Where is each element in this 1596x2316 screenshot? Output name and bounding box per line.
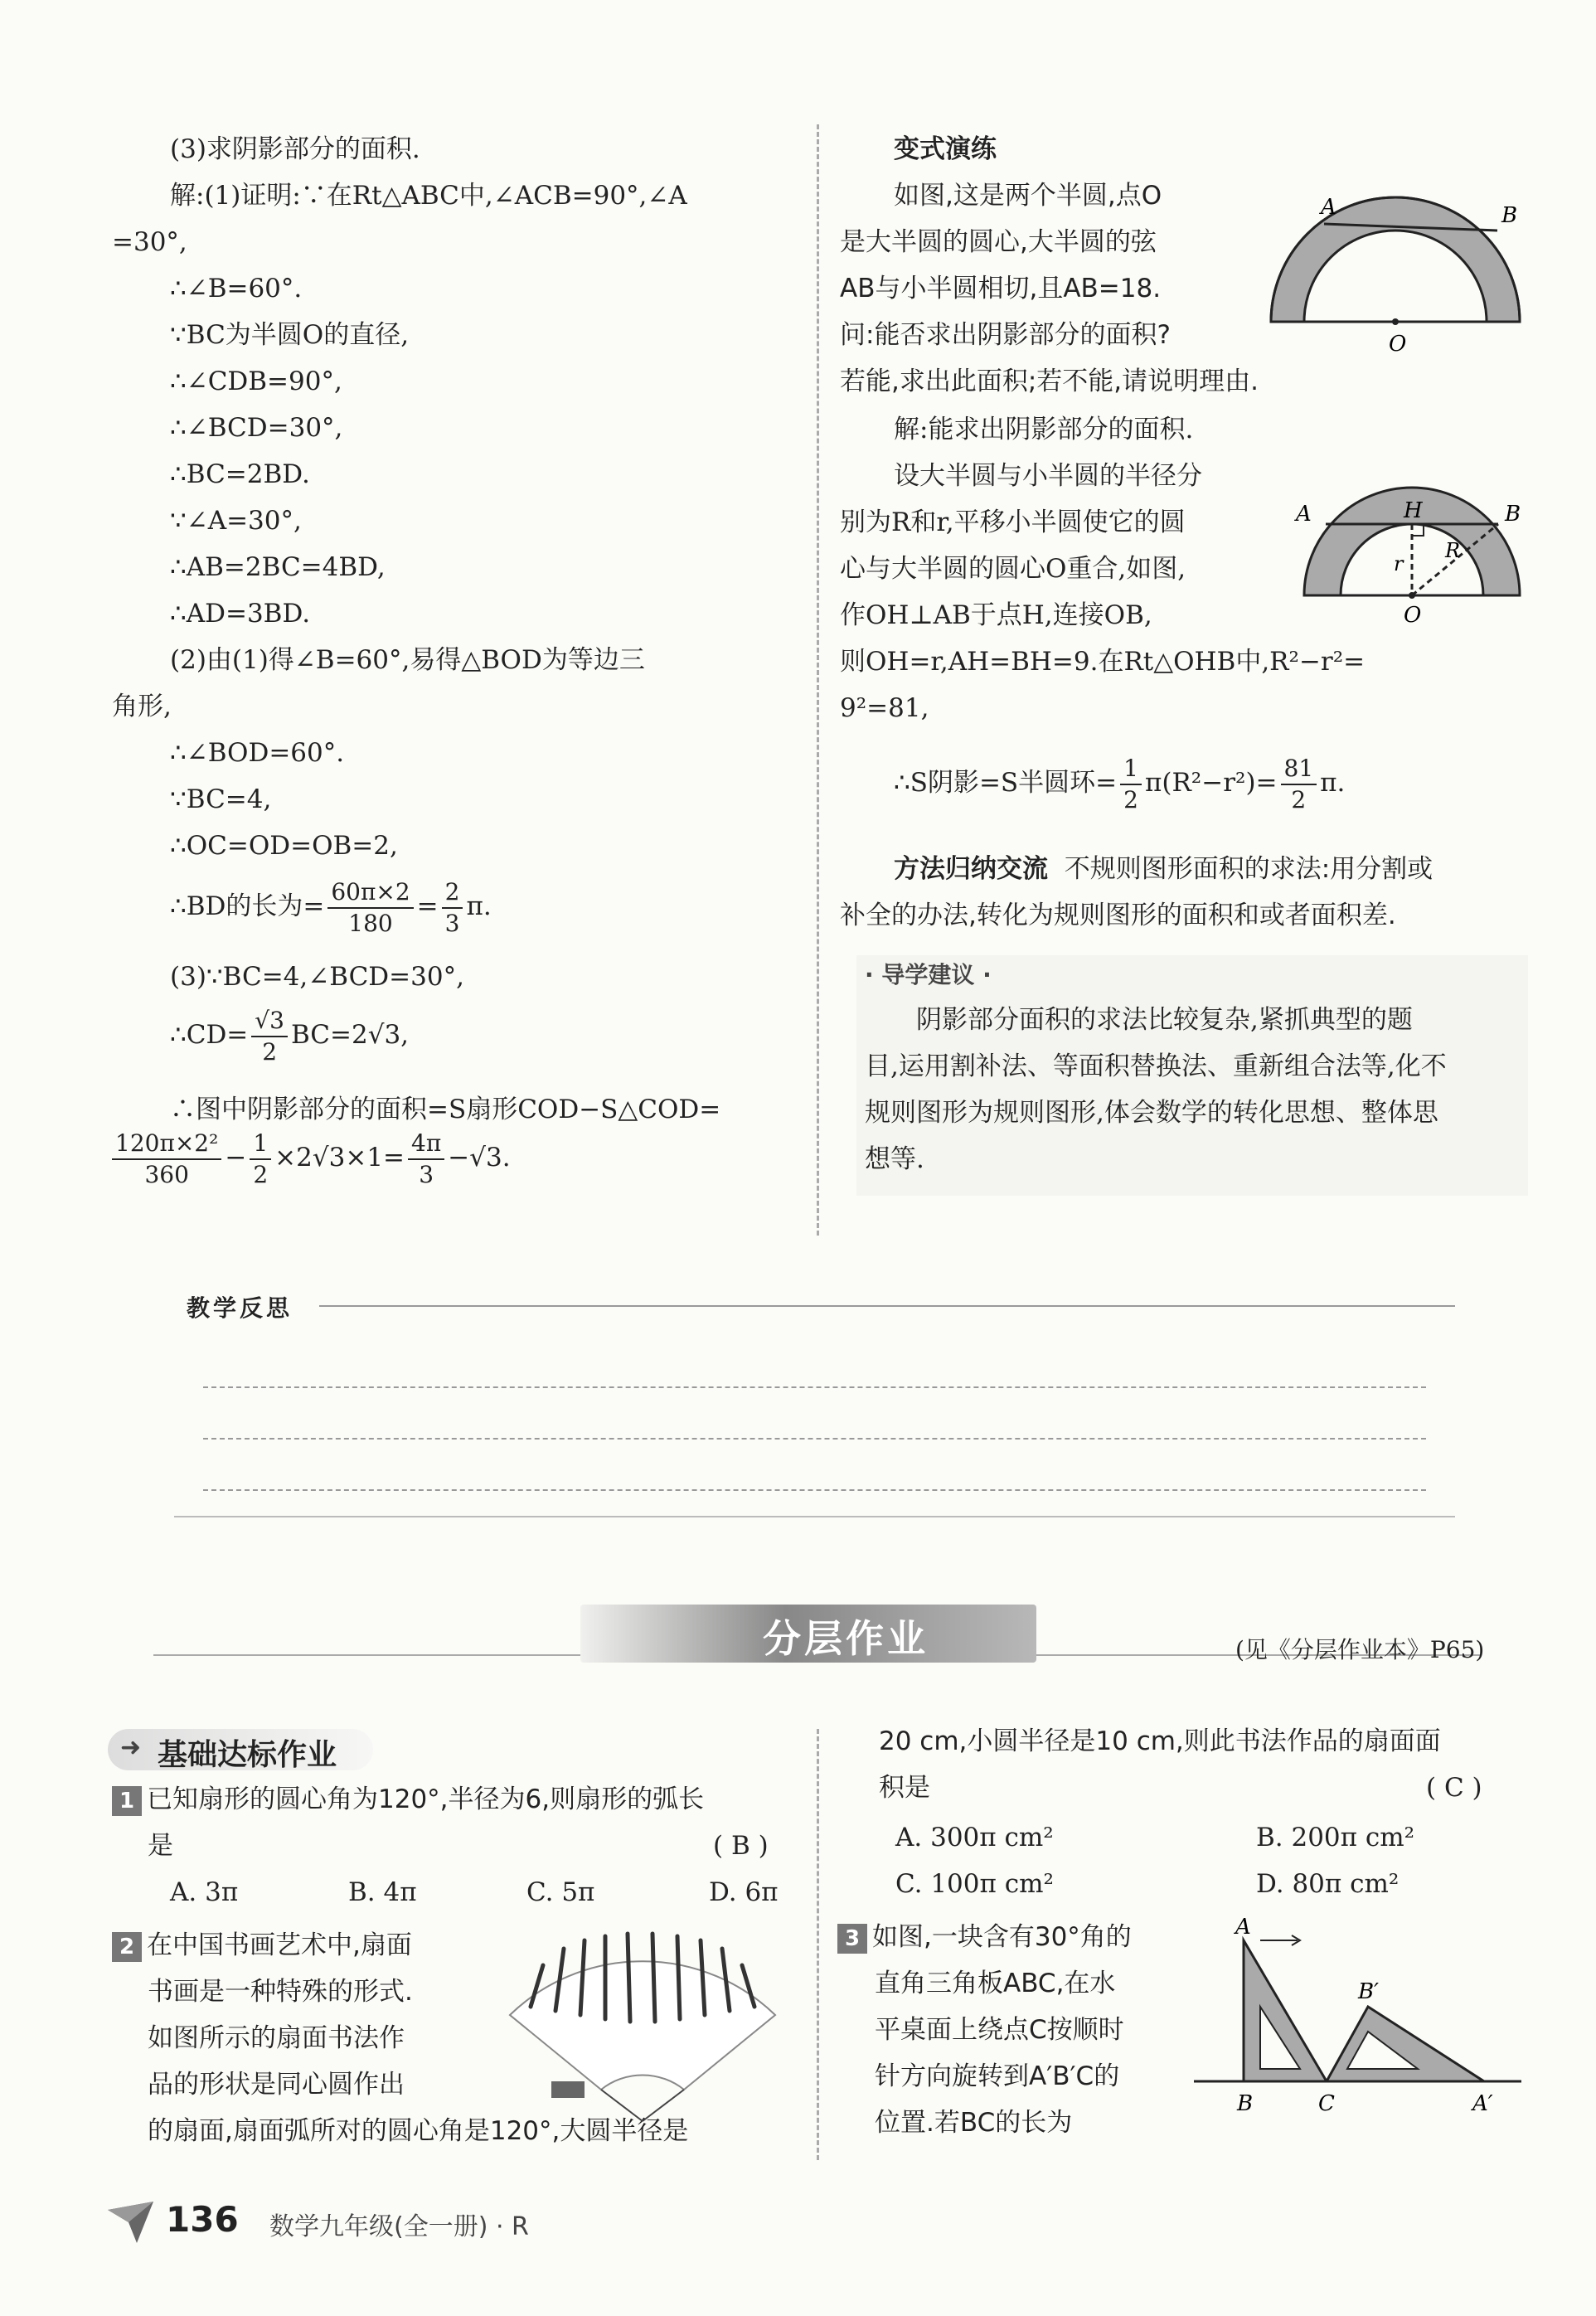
method-label: 方法归纳交流 xyxy=(894,854,1048,884)
point-label-b-prime: B′ xyxy=(1358,1979,1380,2004)
guide-label: · 导学建议 · xyxy=(865,961,992,988)
text-line: 是大半圆的圆心,大半圆的弦 xyxy=(840,227,1157,257)
area-formula xyxy=(112,1124,511,1191)
reflection-bottom-rule xyxy=(174,1516,1455,1517)
point-label-a: A xyxy=(1296,502,1312,527)
text-line: 解:能求出阴影部分的面积. xyxy=(894,415,1194,444)
question-1 xyxy=(112,1783,704,1816)
semicircle-figure-1 xyxy=(1254,181,1528,355)
text-line: 若能,求出此面积;若不能,请说明理由. xyxy=(840,367,1259,396)
fraction-denominator: 2 xyxy=(1291,785,1307,813)
question-text: 如图所示的扇面书法作 xyxy=(148,2023,405,2053)
page-corner-icon xyxy=(104,2197,162,2247)
point-label-o: O xyxy=(1389,332,1407,355)
reflection-title: 教学反思 xyxy=(187,1294,293,1322)
fraction-numerator: 120π×2² xyxy=(112,1129,221,1160)
question-text: 书画是一种特殊的形式. xyxy=(148,1977,413,2007)
formula-text: − xyxy=(225,1143,247,1173)
fraction-denominator: 360 xyxy=(144,1160,189,1188)
fraction-denominator: 2 xyxy=(1123,785,1138,813)
point-label-a-prime: A′ xyxy=(1472,2091,1493,2116)
option-c: C. 100π cm² xyxy=(895,1869,1054,1899)
question-number: 3 xyxy=(837,1924,867,1954)
text-line: ∵∠A=30°, xyxy=(170,506,302,536)
text-line: 设大半圆与小半圆的半径分 xyxy=(894,461,1202,491)
writing-line xyxy=(203,1489,1426,1491)
text-line: (3)求阴影部分的面积. xyxy=(170,134,420,164)
question-number: 1 xyxy=(112,1786,142,1816)
writing-line xyxy=(203,1438,1426,1440)
point-label-c: C xyxy=(1318,2091,1335,2116)
question-text: 位置.若BC的长为 xyxy=(875,2108,1073,2138)
option-b: B. 200π cm² xyxy=(1256,1823,1415,1852)
text-line: (2)由(1)得∠B=60°,易得△BOD为等边三 xyxy=(170,645,645,675)
text-line: ∴∠CDB=90°, xyxy=(170,367,342,396)
fraction-numerator: 81 xyxy=(1281,754,1317,785)
text-line: ∵BC为半圆O的直径, xyxy=(170,320,410,350)
fraction-numerator: 60π×2 xyxy=(327,877,413,909)
question-text: 直角三角板ABC,在水 xyxy=(875,1969,1116,1998)
question-text: 针方向旋转到A′B′C的 xyxy=(875,2061,1120,2091)
fraction-numerator: 1 xyxy=(250,1129,271,1160)
question-3 xyxy=(837,1920,1132,1954)
banner-title: 分层作业 xyxy=(763,1616,929,1661)
question-text: 品的形状是同心圆作出 xyxy=(148,2070,405,2100)
question-text: 在中国书画艺术中,扇面 xyxy=(147,1930,412,1960)
answer-choice: ( C ) xyxy=(1426,1773,1482,1803)
question-text: 平桌面上绕点C按顺时 xyxy=(875,2015,1124,2045)
fraction-numerator: √3 xyxy=(251,1006,288,1037)
text-line: 角形, xyxy=(112,692,172,721)
question-2 xyxy=(112,1929,412,1962)
shaded-area-formula xyxy=(894,750,1345,816)
text-line: ∴OC=OD=OB=2, xyxy=(170,831,398,861)
fraction-numerator: 2 xyxy=(442,877,463,909)
option-d: D. 6π xyxy=(709,1877,779,1907)
text-line: 目,运用割补法、等面积替换法、重新组合法等,化不 xyxy=(865,1051,1447,1081)
question-number: 2 xyxy=(112,1932,142,1962)
text-line: 别为R和r,平移小半圆使它的圆 xyxy=(840,507,1186,537)
semicircle-figure-2 xyxy=(1288,471,1536,637)
formula-text: ∴S阴影=S半圆环= xyxy=(894,768,1118,798)
fraction-numerator: 4π xyxy=(408,1129,444,1160)
text-line: 阴影部分面积的求法比较复杂,紧抓典型的题 xyxy=(916,1005,1413,1035)
text-line: ∵BC=4, xyxy=(170,784,272,814)
formula-text: π(R²−r²)= xyxy=(1144,768,1278,798)
formula-text: π. xyxy=(466,891,492,921)
text-line: ∴AD=3BD. xyxy=(170,599,311,629)
text-line: 解:(1)证明:∵在Rt△ABC中,∠ACB=90°,∠A xyxy=(170,181,687,211)
column-divider-bottom xyxy=(817,1729,819,2160)
text-line: 作OH⊥AB于点H,连接OB, xyxy=(840,600,1152,630)
arrow-icon: ➜ xyxy=(120,1733,142,1762)
section-title: 变式演练 xyxy=(894,134,997,164)
reflection-top-rule xyxy=(319,1305,1455,1307)
question-text: 20 cm,小圆半径是10 cm,则此书法作品的扇面面 xyxy=(879,1726,1441,1756)
fraction-denominator: 3 xyxy=(444,909,460,937)
fan-calligraphy-image xyxy=(493,1915,792,2123)
text-line: (3)∵BC=4,∠BCD=30°, xyxy=(170,962,464,992)
book-title: 数学九年级(全一册) · R xyxy=(269,2212,529,2241)
formula-text: BC=2√3, xyxy=(290,1020,410,1050)
text-line: 问:能否求出阴影部分的面积? xyxy=(840,320,1171,350)
method-text: 不规则图形面积的求法:用分割或 xyxy=(1064,854,1433,884)
text-line: ∴∠BCD=30°, xyxy=(170,413,343,443)
question-text: 如图,一块含有30°角的 xyxy=(872,1922,1132,1952)
method-summary xyxy=(894,852,1433,886)
radius-label-big-r: R xyxy=(1445,539,1461,562)
arc-length-formula xyxy=(170,873,492,940)
point-label-b: B xyxy=(1501,203,1518,228)
formula-text: π. xyxy=(1320,768,1346,798)
text-line: AB与小半圆相切,且AB=18. xyxy=(840,274,1162,303)
option-b: B. 4π xyxy=(348,1877,417,1907)
fraction-denominator: 2 xyxy=(253,1160,269,1188)
text-line: 补全的办法,转化为规则图形的面积和或者面积差. xyxy=(840,901,1396,930)
point-label-a: A xyxy=(1235,1915,1251,1940)
fraction-denominator: 2 xyxy=(262,1037,278,1066)
point-label-h: H xyxy=(1404,498,1423,523)
left-column xyxy=(112,123,792,1234)
writing-line xyxy=(203,1386,1426,1388)
cd-formula xyxy=(170,1002,409,1068)
formula-text: ∴BD的长为= xyxy=(170,891,325,921)
text-line: 9²=81, xyxy=(840,693,929,723)
text-line: =30°, xyxy=(112,227,187,257)
point-label-b: B xyxy=(1237,2091,1254,2116)
fraction-denominator: 180 xyxy=(348,909,393,937)
point-label-b: B xyxy=(1505,502,1521,527)
text-line: ∴∠BOD=60°. xyxy=(170,738,345,768)
text-line: ∴图中阴影部分的面积=S扇形COD−S△COD= xyxy=(170,1095,721,1124)
right-column xyxy=(840,123,1528,1234)
question-text: 的扇面,扇面弧所对的圆心角是120°,大圆半径是 xyxy=(148,2116,689,2146)
column-divider-top xyxy=(817,124,819,1236)
formula-text: ∴CD= xyxy=(170,1020,249,1050)
option-c: C. 5π xyxy=(526,1877,595,1907)
formula-text: −√3. xyxy=(448,1143,511,1173)
homework-reference: (见《分层作业本》P65) xyxy=(1235,1636,1485,1663)
text-line: ∴∠B=60°. xyxy=(170,274,303,303)
question-text: 已知扇形的圆心角为120°,半径为6,则扇形的弧长 xyxy=(147,1784,705,1814)
option-d: D. 80π cm² xyxy=(1256,1869,1400,1899)
option-a: A. 300π cm² xyxy=(895,1823,1054,1852)
question-text: 是 xyxy=(148,1831,173,1861)
formula-text: = xyxy=(416,891,439,921)
page-number: 136 xyxy=(166,2199,239,2240)
formula-text: ×2√3×1= xyxy=(274,1143,405,1173)
point-label-o: O xyxy=(1404,603,1422,628)
text-line: ∴BC=2BD. xyxy=(170,459,310,489)
fraction-numerator: 1 xyxy=(1120,754,1142,785)
question-text: 积是 xyxy=(879,1773,930,1803)
option-a: A. 3π xyxy=(170,1877,239,1907)
text-line: 则OH=r,AH=BH=9.在Rt△OHB中,R²−r²= xyxy=(840,647,1366,677)
point-label-a: A xyxy=(1321,195,1336,220)
fraction-denominator: 3 xyxy=(419,1160,434,1188)
answer-choice: ( B ) xyxy=(713,1831,769,1861)
section-title: 基础达标作业 xyxy=(158,1738,337,1772)
text-line: 如图,这是两个半圆,点O xyxy=(894,181,1162,211)
text-line: 想等. xyxy=(865,1144,924,1174)
text-line: ∴AB=2BC=4BD, xyxy=(170,552,386,582)
triangle-rotation-figure xyxy=(1194,1907,1526,2123)
radius-label-r: r xyxy=(1394,552,1404,575)
text-line: 心与大半圆的圆心O重合,如图, xyxy=(840,554,1186,584)
text-line: 规则图形为规则图形,体会数学的转化思想、整体思 xyxy=(865,1098,1438,1128)
